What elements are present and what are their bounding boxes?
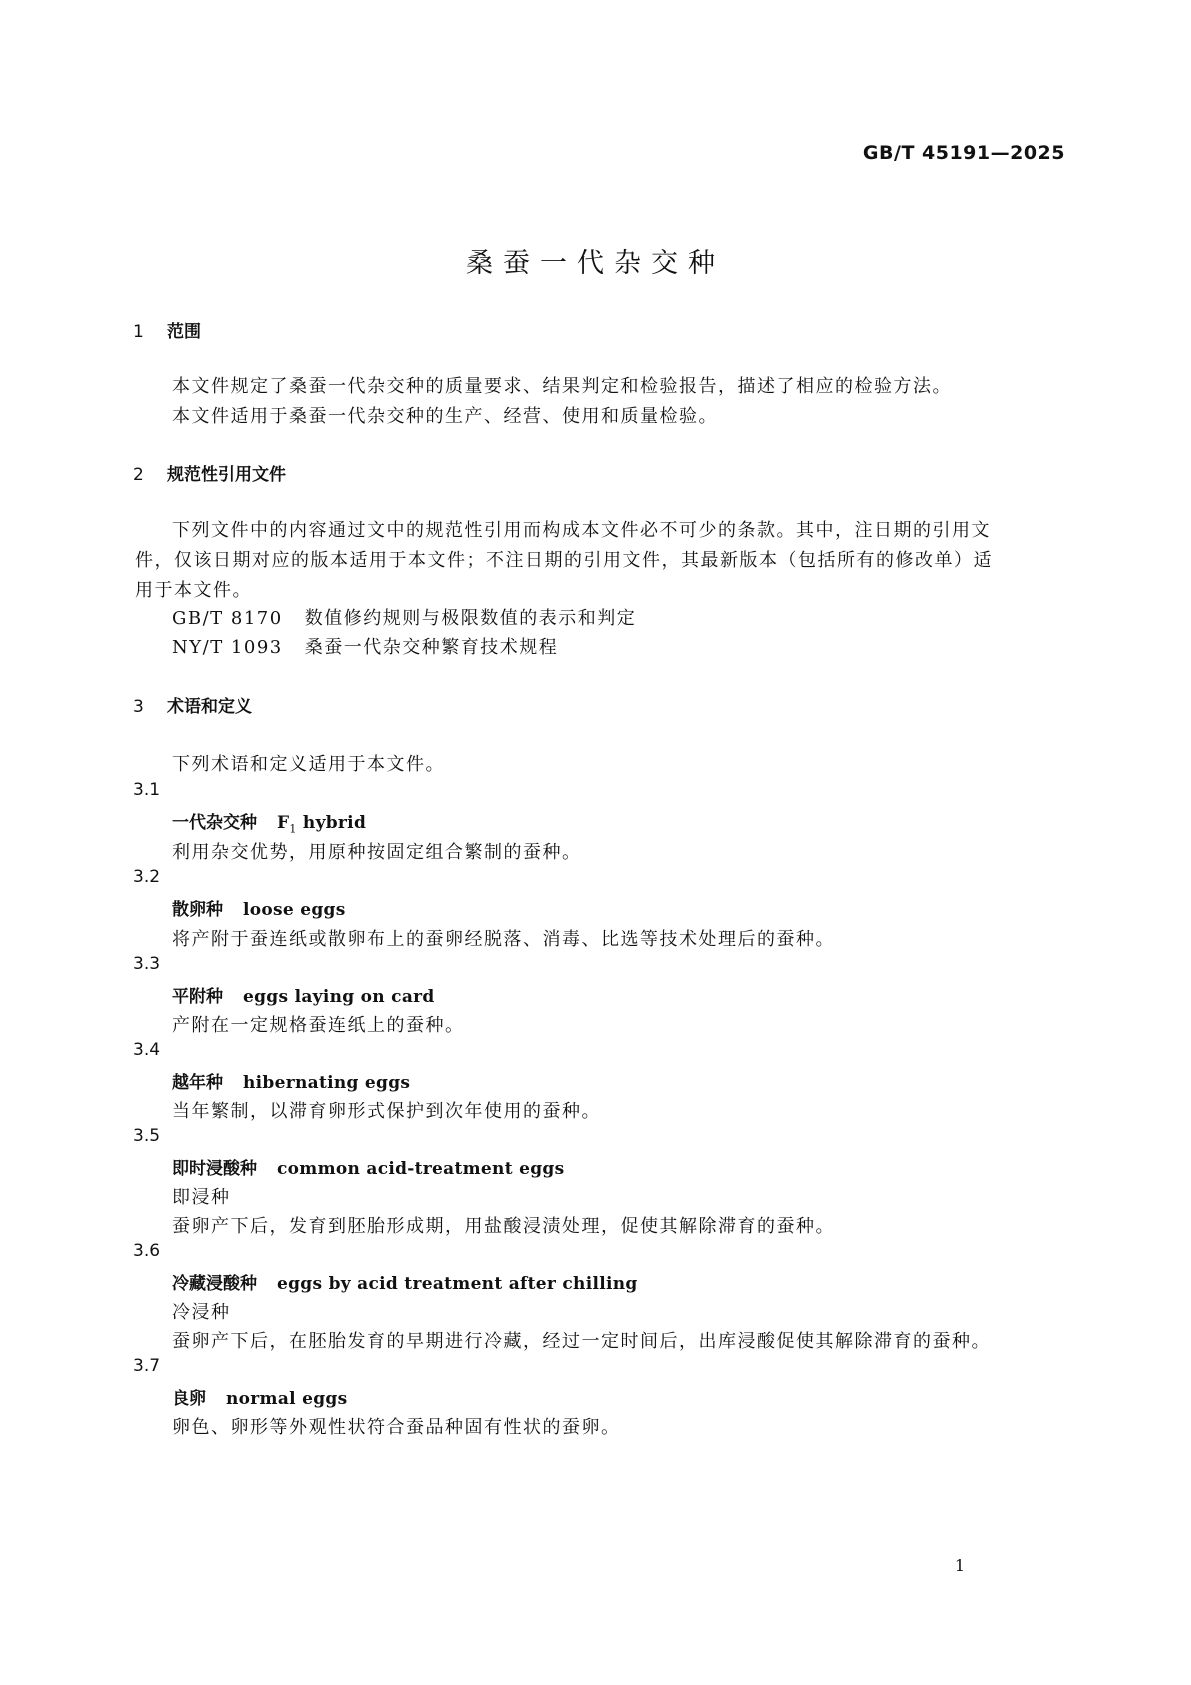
reference-title: 数值修约规则与极限数值的表示和判定 [304,608,637,629]
term-en: $F_1$ hybrid [277,813,367,836]
section-2-heading [133,460,286,485]
term-heading [172,895,346,920]
term-heading [172,1269,638,1294]
term-zh: 良卵 [172,1389,206,1409]
section-1-heading [133,317,201,342]
term-number: 3.6 [133,1241,161,1261]
reference-item [172,633,558,659]
section-title: 术语和定义 [167,697,252,717]
term-zh: 即时浸酸种 [172,1159,257,1179]
term-number: 3.4 [133,1040,161,1060]
term-number: 3.7 [133,1356,161,1376]
section-number: 2 [133,465,144,485]
section-title: 范围 [167,322,201,342]
term-definition: 卵色、卵形等外观性状符合蚕品种固有性状的蚕卵。 [172,1417,621,1438]
term-definition: 利用杂交优势，用原种按固定组合繁制的蚕种。 [172,842,582,863]
term-zh: 平附种 [172,987,223,1007]
term-number: 3.2 [133,867,161,887]
section-3-heading [133,692,252,717]
term-en: hibernating eggs [243,1073,411,1093]
section-number: 3 [133,697,144,717]
section-title: 规范性引用文件 [167,465,286,485]
term-number: 3.1 [133,780,161,800]
term-zh: 散卵种 [172,900,223,920]
reference-title: 桑蚕一代杂交种繁育技术规程 [304,637,559,658]
term-definition: 将产附于蚕连纸或散卵布上的蚕卵经脱落、消毒、比选等技术处理后的蚕种。 [172,929,835,950]
paragraph: 下列术语和定义适用于本文件。 [172,754,445,775]
term-en: loose eggs [243,900,346,920]
term-number: 3.3 [133,954,161,974]
term-definition: 蚕卵产下后，发育到胚胎形成期，用盐酸浸渍处理，促使其解除滞育的蚕种。 [172,1216,835,1237]
term-heading [172,1154,564,1179]
term-heading [172,1068,410,1093]
paragraph: 本文件适用于桑蚕一代杂交种的生产、经营、使用和质量检验。 [172,406,718,427]
reference-code: GB/T 8170 [172,608,283,629]
reference-item [172,604,636,630]
term-en: common acid-treatment eggs [277,1159,565,1179]
paragraph: 本文件规定了桑蚕一代杂交种的质量要求、结果判定和检验报告，描述了相应的检验方法。 [172,376,952,397]
term-alternate: 即浸种 [172,1187,231,1208]
term-definition: 蚕卵产下后，在胚胎发育的早期进行冷藏，经过一定时间后，出库浸酸促使其解除滞育的蚕种。 [172,1331,991,1352]
section-number: 1 [133,322,144,342]
term-zh: 越年种 [172,1073,223,1093]
reference-code: NY/T 1093 [172,637,283,658]
term-en: eggs laying on card [243,987,435,1007]
paragraph: 下列文件中的内容通过文中的规范性引用而构成本文件必不可少的条款。其中，注日期的引用文件，仅该日期对应的版本适用于本文件；不注日期的引用文件，其最新版本（包括所有的修改单）适用于本文件。 [135,520,993,601]
term-zh: 冷藏浸酸种 [172,1274,257,1294]
term-en: eggs by acid treatment after chilling [277,1274,638,1294]
term-heading [172,982,435,1007]
term-heading [172,1384,348,1409]
term-number: 3.5 [133,1126,161,1146]
term-alternate: 冷浸种 [172,1302,231,1323]
document-title: 桑蚕一代杂交种 [466,248,725,279]
term-definition: 产附在一定规格蚕连纸上的蚕种。 [172,1015,465,1036]
term-zh: 一代杂交种 [172,813,257,833]
term-heading [172,808,366,835]
term-en: normal eggs [226,1389,348,1409]
page-number: 1 [954,1556,965,1575]
term-definition: 当年繁制，以滞育卵形式保护到次年使用的蚕种。 [172,1101,601,1122]
standard-code: GB/T 45191—2025 [862,142,1065,164]
